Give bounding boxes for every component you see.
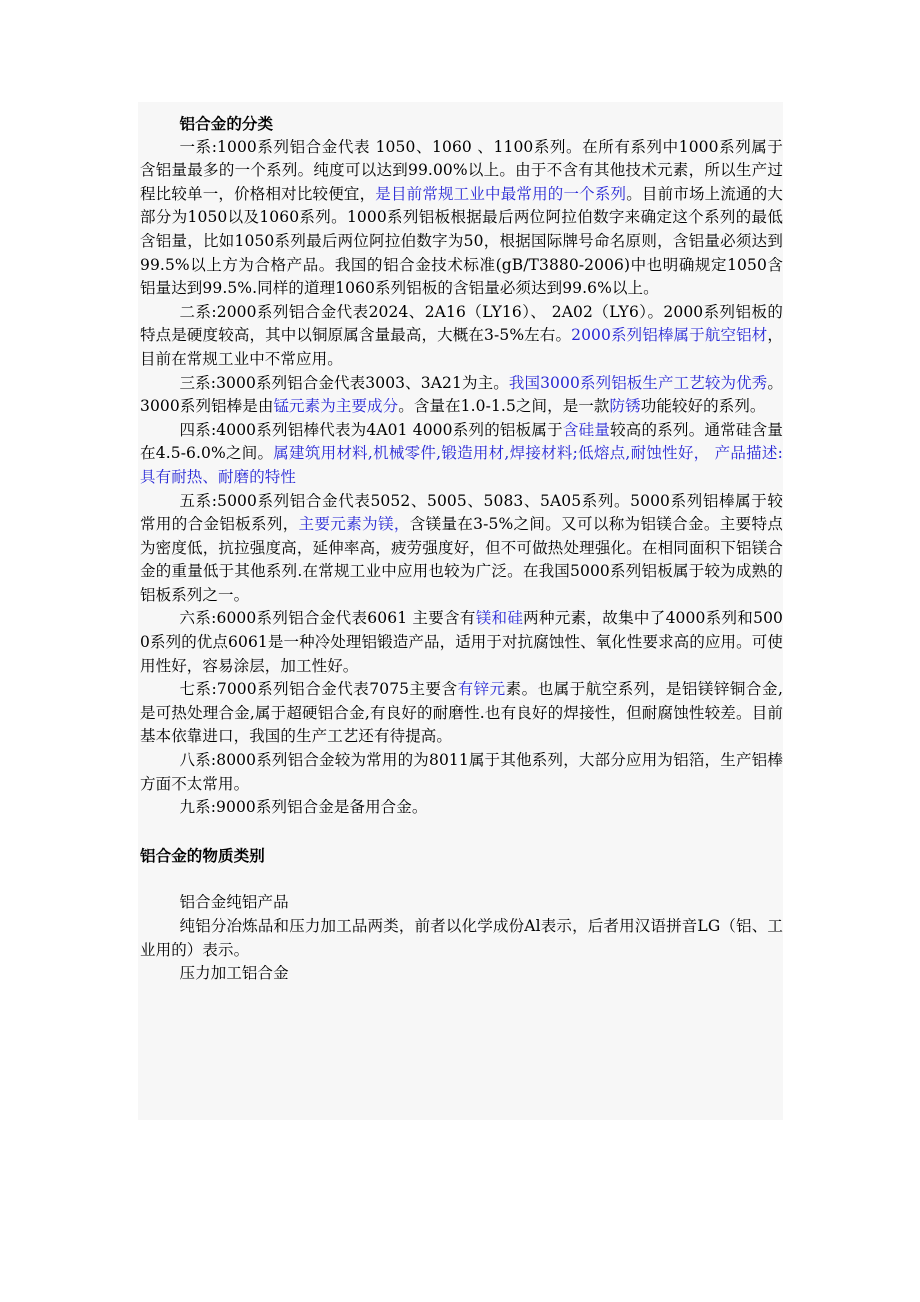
text-run: 素。也属于航空系列，是铝镁锌铜合金,是可热处理合金,属于超硬铝合金,有良好的耐磨性.也有良好的焊接性，但耐腐蚀性较差。目前基本依靠进口，我国的生产工艺还有待提高。 [140, 680, 783, 746]
highlighted-text: 2000系列铝棒属于航空铝材 [571, 326, 768, 345]
series-paragraph [140, 796, 783, 820]
highlighted-text: 我国3000系列铝板生产工艺较为优秀 [508, 373, 768, 392]
text-run: 较高的系列。通常硅含量在4.5-6.0%之间。 [140, 420, 783, 463]
highlighted-text: 防锈 [609, 397, 641, 416]
text-run: 九系:9000系列铝合金是备用合金。 [179, 798, 428, 817]
text-run: 五系:5000系列铝合金代表5052、5005、5083、5A05系列。5000系列铝棒属于较常用的合金铝板系列， [140, 491, 783, 534]
series-paragraph [140, 678, 783, 749]
text-run: 四系:4000系列铝棒代表为4A01 4000系列的铝板属于 [179, 420, 563, 439]
text-run: 七系:7000系列铝合金代表7075主要含 [179, 680, 458, 699]
text-run: 。目前市场上流通的大部分为1050以及1060系列。1000系列铝板根据最后两位阿拉伯数字来确定这个系列的最低含铝量，比如1050系列最后两位阿拉伯数字为50，根据国际牌号命名原则，含铝量必须达到99.5%以上方为合格产品。我国的铝合金技术标准(gB/T3880-2006)中也明确规定1050含铝量达到99.5%.同样的道理1060系列铝板的含铝量必须达到99.6%以上。 [140, 184, 783, 298]
series-paragraph [140, 490, 783, 608]
pressure-processed-subheading: 压力加工铝合金 [179, 964, 289, 983]
highlighted-text: 属建筑用材料,机械零件,锻造用材,焊接材料;低熔点,耐蚀性好， 产品描述: 具有耐热、耐磨的特性 [140, 444, 783, 486]
series-paragraph [140, 607, 783, 678]
material-category-heading: 铝合金的物质类别 [140, 845, 265, 865]
text-run: 三系:3000系列铝合金代表3003、3A21为主。 [179, 373, 509, 392]
series-paragraph [140, 301, 783, 372]
pure-aluminum-subheading: 铝合金纯铝产品 [179, 893, 289, 912]
section-title: 铝合金的分类 [179, 114, 274, 133]
series-paragraph [140, 419, 783, 490]
highlighted-text: 是目前常规工业中最常用的一个系列 [375, 184, 627, 203]
text-run: ，目前在常规工业中不常应用。 [140, 326, 783, 368]
series-paragraph [140, 749, 783, 796]
text-run: 一系:1000系列铝合金代表 1050、1060 、1100系列。在所有系列中1000系列属于含铝量最多的一个系列。纯度可以达到99.00%以上。由于不含有其他技术元素，所以生产过程比较单一，价格相对比较便宜， [140, 137, 783, 203]
highlighted-text: 有锌元 [457, 680, 506, 699]
pure-aluminum-paragraph: 纯铝分冶炼品和压力加工品两类，前者以化学成份Al表示，后者用汉语拼音LG（铝、工业用的）表示。 [140, 917, 783, 959]
text-run: 八系:8000系列铝合金较为常用的为8011属于其他系列，大部分应用为铝箔，生产铝棒方面不太常用。 [140, 751, 783, 793]
series-paragraph [140, 136, 783, 301]
series-paragraph [140, 372, 783, 419]
text-run: 含镁量在3-5%之间。又可以称为铝镁合金。主要特点为密度低，抗拉强度高，延伸率高，疲劳强度好，但不可做热处理强化。在相同面积下铝镁合金的重量低于其他系列.在常规工业中应用也较为广泛。在我国5000系列铝板属于较为成熟的铝板系列之一。 [140, 515, 783, 604]
text-run: 。含量在1.0-1.5之间，是一款 [398, 397, 610, 416]
highlighted-text: 含硅量 [562, 420, 611, 439]
text-run: 二系:2000系列铝合金代表2024、2A16（LY16）、 2A02（LY6）。2000系列铝板的特点是硬度较高，其中以铜原属含量最高，大概在3-5%左右。 [140, 302, 783, 345]
highlighted-text: 主要元素为镁， [298, 515, 410, 534]
text-run: 两种元素，故集中了4000系列和5000系列的优点6061是一种冷处理铝锻造产品，适用于对抗腐蚀性、氧化性要求高的应用。可使用性好，容易涂层，加工性好。 [140, 609, 783, 675]
text-run: 功能较好的系列。 [640, 397, 766, 416]
text-run: 六系:6000系列铝合金代表6061 主要含有 [179, 609, 476, 628]
document-body [140, 112, 783, 986]
text-run: 。3000系列铝棒是由 [140, 373, 784, 416]
highlighted-text: 锰元素为主要成分 [273, 397, 399, 416]
highlighted-text: 镁和硅 [475, 609, 524, 628]
